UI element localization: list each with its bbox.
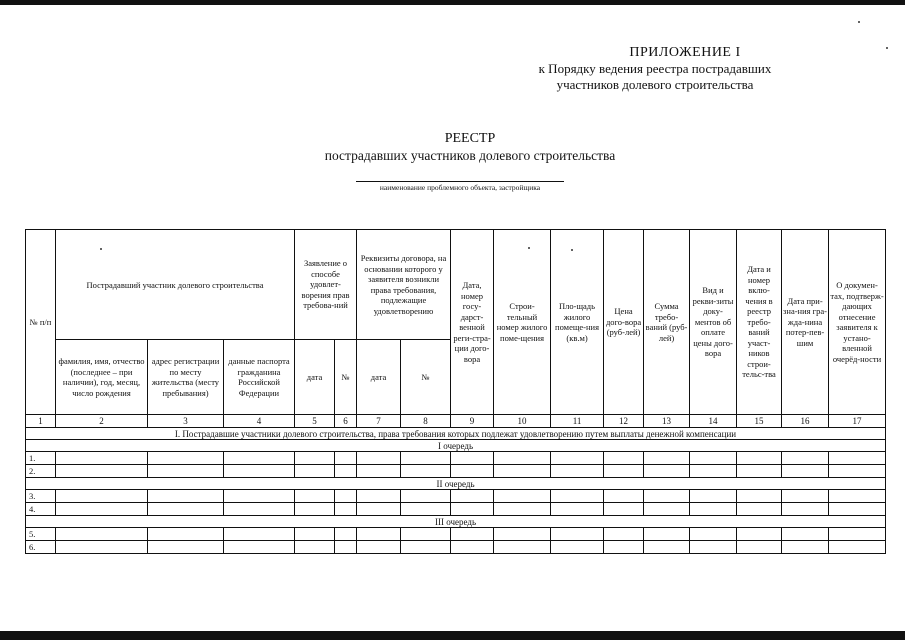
- table-cell: [401, 541, 451, 554]
- table-cell: [451, 503, 494, 516]
- column-number: 9: [451, 415, 494, 428]
- table-cell: [295, 452, 335, 465]
- column-number: 1: [26, 415, 56, 428]
- row-number: 1.: [26, 452, 56, 465]
- table-cell: [335, 452, 357, 465]
- table-cell: [335, 490, 357, 503]
- header-recognition: Дата при-зна-ния гра-жда-нина потер-пев-шим: [782, 230, 829, 415]
- table-cell: [401, 465, 451, 478]
- header-num: № п/п: [26, 230, 56, 415]
- header-statement-date: дата: [295, 340, 335, 415]
- queue-heading-3: III очередь: [26, 516, 886, 528]
- table-cell: [224, 541, 295, 554]
- header-participant-passport: данные паспорта гражданина Российской Федерации: [224, 340, 295, 415]
- table-cell: [494, 490, 551, 503]
- row-number: 4.: [26, 503, 56, 516]
- table-cell: [451, 452, 494, 465]
- header-registration-date: Дата, номер госу-дарст-венной реги-стра-ции дого-вора: [451, 230, 494, 415]
- column-number: 2: [56, 415, 148, 428]
- scan-speck: [886, 47, 888, 49]
- registry-table: [25, 229, 886, 554]
- header-documents: О докумен-тах, подтверж-дающих отнесение заявителя к устано-вленной очерёд-ности: [829, 230, 886, 415]
- table-cell: [551, 490, 604, 503]
- scan-top-border: [0, 0, 905, 5]
- table-cell: [782, 465, 829, 478]
- table-cell: [494, 452, 551, 465]
- appendix-line-1: к Порядку ведения реестра пострадавших: [538, 61, 772, 76]
- table-cell: [782, 541, 829, 554]
- table-cell: [224, 490, 295, 503]
- table-cell: [829, 452, 886, 465]
- table-row: [26, 503, 886, 516]
- scan-bottom-border: [0, 631, 905, 640]
- table-cell: [295, 541, 335, 554]
- table-cell: [224, 503, 295, 516]
- table-cell: [335, 503, 357, 516]
- table-cell: [829, 528, 886, 541]
- table-cell: [56, 465, 148, 478]
- table-cell: [56, 503, 148, 516]
- column-number: 8: [401, 415, 451, 428]
- table-cell: [148, 465, 224, 478]
- queue-heading-1: I очередь: [26, 440, 886, 452]
- table-cell: [357, 503, 401, 516]
- column-number: 17: [829, 415, 886, 428]
- table-cell: [737, 503, 782, 516]
- table-cell: [604, 465, 644, 478]
- column-number: 13: [644, 415, 690, 428]
- table-cell: [604, 452, 644, 465]
- table-cell: [357, 465, 401, 478]
- table-cell: [829, 503, 886, 516]
- header-building-number: Строи-тельный номер жилого поме-щения: [494, 230, 551, 415]
- table-row: [26, 452, 886, 465]
- table-cell: [690, 465, 737, 478]
- column-number: 14: [690, 415, 737, 428]
- table-cell: [737, 528, 782, 541]
- header-participant-address: адрес регистрации по месту жительства (месту пребывания): [148, 340, 224, 415]
- table-cell: [494, 465, 551, 478]
- table-cell: [56, 528, 148, 541]
- table-cell: [401, 490, 451, 503]
- table-cell: [644, 465, 690, 478]
- column-number: 15: [737, 415, 782, 428]
- table-cell: [644, 503, 690, 516]
- table-cell: [551, 465, 604, 478]
- table-cell: [148, 490, 224, 503]
- table-cell: [690, 528, 737, 541]
- table-cell: [829, 541, 886, 554]
- table-cell: [604, 503, 644, 516]
- table-cell: [357, 452, 401, 465]
- table-cell: [737, 452, 782, 465]
- table-cell: [224, 528, 295, 541]
- row-number: 2.: [26, 465, 56, 478]
- object-name-caption: наименование проблемного объекта, застройщика: [379, 183, 541, 192]
- table-cell: [494, 528, 551, 541]
- table-cell: [551, 528, 604, 541]
- header-contract-number: №: [401, 340, 451, 415]
- header-contract: Реквизиты договора, на основании которого у заявителя возникли права требования, подлежащие удовлетворению: [357, 230, 451, 340]
- table-cell: [451, 528, 494, 541]
- header-inclusion: Дата и номер вклю-чения в реестр требо-ваний участ-ников строи-тельс-тва: [737, 230, 782, 415]
- table-cell: [604, 490, 644, 503]
- table-cell: [335, 528, 357, 541]
- table-cell: [737, 465, 782, 478]
- scan-speck: [858, 21, 860, 23]
- table-cell: [551, 452, 604, 465]
- table-cell: [782, 452, 829, 465]
- table-cell: [451, 541, 494, 554]
- header-statement: Заявление о способе удовлет-ворения прав требова-ний: [295, 230, 357, 340]
- table-cell: [737, 541, 782, 554]
- table-cell: [224, 465, 295, 478]
- header-payment-documents: Вид и рекви-зиты доку-ментов об оплате цены дого-вора: [690, 230, 737, 415]
- column-number: 11: [551, 415, 604, 428]
- table-cell: [335, 541, 357, 554]
- table-cell: [737, 490, 782, 503]
- table-cell: [494, 503, 551, 516]
- table-cell: [357, 541, 401, 554]
- table-cell: [451, 465, 494, 478]
- table-cell: [224, 452, 295, 465]
- header-price: Цена дого-вора (руб-лей): [604, 230, 644, 415]
- table-cell: [401, 503, 451, 516]
- table-cell: [295, 490, 335, 503]
- table-cell: [829, 465, 886, 478]
- column-number: 5: [295, 415, 335, 428]
- table-cell: [690, 503, 737, 516]
- row-number: 5.: [26, 528, 56, 541]
- registry-heading: [300, 130, 640, 164]
- table-cell: [690, 541, 737, 554]
- column-number: 7: [357, 415, 401, 428]
- header-contract-date: дата: [357, 340, 401, 415]
- table-cell: [644, 490, 690, 503]
- table-row: [26, 541, 886, 554]
- table-cell: [604, 528, 644, 541]
- row-number: 6.: [26, 541, 56, 554]
- table-cell: [690, 490, 737, 503]
- table-cell: [148, 541, 224, 554]
- table-cell: [690, 452, 737, 465]
- appendix-header: [490, 45, 820, 93]
- table-cell: [782, 503, 829, 516]
- row-number: 3.: [26, 490, 56, 503]
- table-cell: [782, 528, 829, 541]
- table-cell: [401, 452, 451, 465]
- registry-title: РЕЕСТР: [444, 131, 496, 146]
- table-cell: [782, 490, 829, 503]
- object-name-blank-line: [356, 181, 564, 182]
- section-heading: I. Пострадавшие участники долевого строительства, права требования которых подлежат удовлетворению путем выплаты денежной компенсации: [26, 428, 886, 440]
- table-cell: [551, 541, 604, 554]
- appendix-line-2: участников долевого строительства: [556, 77, 754, 92]
- header-participant: Пострадавший участник долевого строительства: [56, 230, 295, 340]
- column-number: 12: [604, 415, 644, 428]
- table-cell: [56, 452, 148, 465]
- table-cell: [644, 541, 690, 554]
- appendix-title: ПРИЛОЖЕНИЕ I: [629, 45, 741, 60]
- table-cell: [295, 528, 335, 541]
- column-number: 16: [782, 415, 829, 428]
- table-cell: [644, 452, 690, 465]
- table-cell: [56, 541, 148, 554]
- table-cell: [148, 503, 224, 516]
- column-numbers-row: [26, 415, 886, 428]
- table-cell: [295, 503, 335, 516]
- header-claim-amount: Сумма требо-ваний (руб-лей): [644, 230, 690, 415]
- table-cell: [401, 528, 451, 541]
- table-cell: [357, 490, 401, 503]
- table-row: [26, 465, 886, 478]
- column-number: 6: [335, 415, 357, 428]
- header-participant-name: фамилия, имя, отчество (последнее – при наличии), год, месяц, число рождения: [56, 340, 148, 415]
- queue-heading-2: II очередь: [26, 478, 886, 490]
- column-number: 10: [494, 415, 551, 428]
- table-cell: [148, 452, 224, 465]
- column-number: 3: [148, 415, 224, 428]
- table-cell: [335, 465, 357, 478]
- header-statement-number: №: [335, 340, 357, 415]
- table-cell: [148, 528, 224, 541]
- table-cell: [56, 490, 148, 503]
- table-row: [26, 490, 886, 503]
- table-cell: [644, 528, 690, 541]
- table-cell: [829, 490, 886, 503]
- header-area: Пло-щадь жилого помеще-ния (кв.м): [551, 230, 604, 415]
- table-cell: [295, 465, 335, 478]
- table-cell: [451, 490, 494, 503]
- column-number: 4: [224, 415, 295, 428]
- registry-subtitle: пострадавших участников долевого строительства: [324, 148, 616, 163]
- table-cell: [494, 541, 551, 554]
- table-cell: [357, 528, 401, 541]
- table-row: [26, 528, 886, 541]
- table-cell: [551, 503, 604, 516]
- table-cell: [604, 541, 644, 554]
